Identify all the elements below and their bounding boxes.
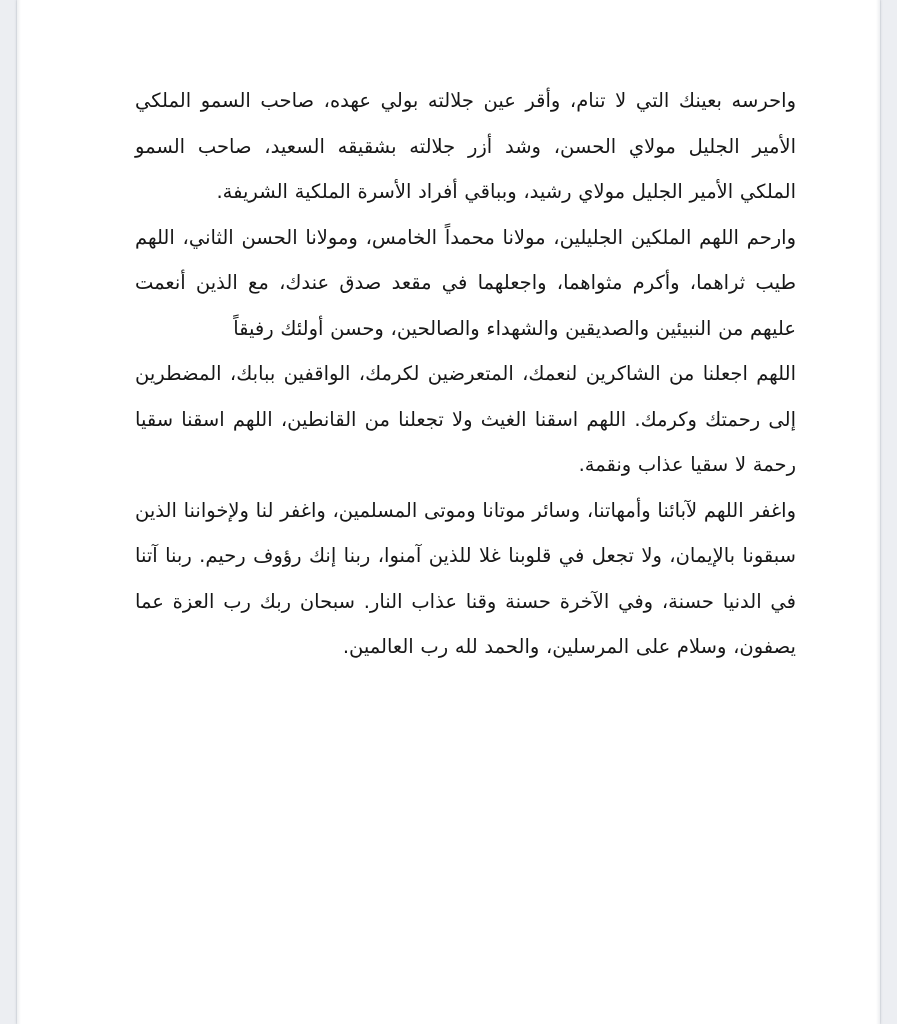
paragraph-2: وارحم اللهم الملكين الجليلين، مولانا محمداً الخامس، ومولانا الحسن الثاني، اللهم طيب ثراهما، وأكرم مثواهما، واجعلهما في مقعد صدق عندك، مع الذين أنعمت عليهم من النبيئين والصديقين والشهداء والصالحين، وحسن أولئك رفيقاً: [135, 225, 796, 340]
paragraph-3: اللهم اجعلنا من الشاكرين لنعمك، المتعرضين لكرمك، الواقفين ببابك، المضطرين إلى رحمتك وكرمك. اللهم اسقنا الغيث ولا تجعلنا من القانطين، اللهم اسقنا سقيا رحمة لا سقيا عذاب ونقمة.: [135, 362, 796, 476]
paragraph-1: واحرسه بعينك التي لا تنام، وأقر عين جلالته بولي عهده، صاحب السمو الملكي الأمير الجليل مولاي الحسن، وشد أزر جلالته بشقيقه السعيد، صاحب السمو الملكي الأمير الجليل مولاي رشيد، وبباقي أفراد الأسرة الملكية الشريفة.: [135, 89, 796, 203]
paragraph-4: واغفر اللهم لآبائنا وأمهاتنا، وسائر موتانا وموتى المسلمين، واغفر لنا ولإخواننا الذين سبقونا بالإيمان، ولا تجعل في قلوبنا غلا للذين آمنوا، ربنا إنك رؤوف رحيم. ربنا آتنا في الدنيا حسنة، وفي الآخرة حسنة وقنا عذاب النار. سبحان ربك رب العزة عما يصفون، وسلام على المرسلين، والحمد لله رب العالمين.: [135, 498, 796, 658]
document-text-body: [135, 78, 796, 670]
document-page: [17, 0, 880, 1024]
